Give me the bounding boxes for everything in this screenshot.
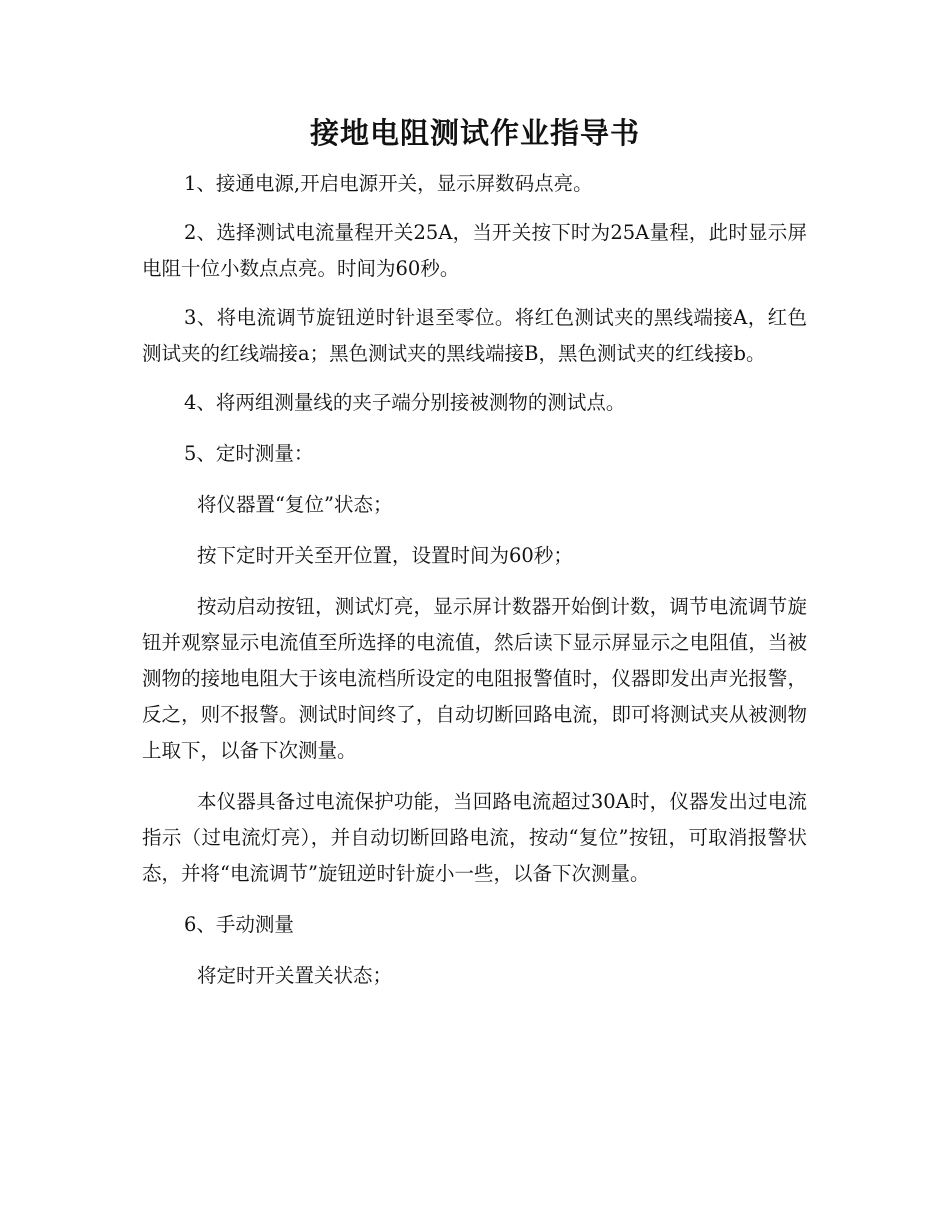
step-1-paragraph: 1、接通电源,开启电源开关，显示屏数码点亮。 (184, 172, 593, 195)
step-3-paragraph: 3、将电流调节旋钮逆时针退至零位。将红色测试夹的黑线端接A，红色测试夹的红线端接a；黑色测试夹的黑线端接B，黑色测试夹的红线接b。 (142, 306, 807, 365)
step-5-heading: 5、定时测量： (184, 442, 314, 465)
reset-instruction: 将仪器置“复位”状态； (197, 493, 393, 516)
step-2-paragraph: 2、选择测试电流量程开关25A，当开关按下时为25A量程，此时显示屏电阻十位小数点点亮。时间为60秒。 (142, 221, 807, 280)
timer-instruction: 按下定时开关至开位置，设置时间为60秒； (197, 544, 573, 567)
step-6-heading: 6、手动测量 (184, 913, 294, 936)
manual-timer-off-instruction: 将定时开关置关状态； (197, 964, 393, 987)
document-title: 接地电阻测试作业指导书 (309, 116, 640, 150)
start-test-paragraph: 按动启动按钮，测试灯亮，显示屏计数器开始倒计数，调节电流调节旋钮并观察显示电流值至所选择的电流值，然后读下显示屏显示之电阻值，当被测物的接地电阻大于该电流档所设定的电阻报警值时，仪器即发出声光报警，反之，则不报警。测试时间终了，自动切断回路电流，即可将测试夹从被测物上取下，以备下次测量。 (142, 595, 807, 762)
step-4-paragraph: 4、将两组测量线的夹子端分别接被测物的测试点。 (184, 391, 626, 414)
document-body (142, 166, 807, 994)
overcurrent-protection-paragraph: 本仪器具备过电流保护功能，当回路电流超过30A时，仪器发出过电流指示（过电流灯亮），并自动切断回路电流，按动“复位”按钮，可取消报警状态，并将“电流调节”旋钮逆时针旋小一些，以备下次测量。 (142, 790, 807, 885)
